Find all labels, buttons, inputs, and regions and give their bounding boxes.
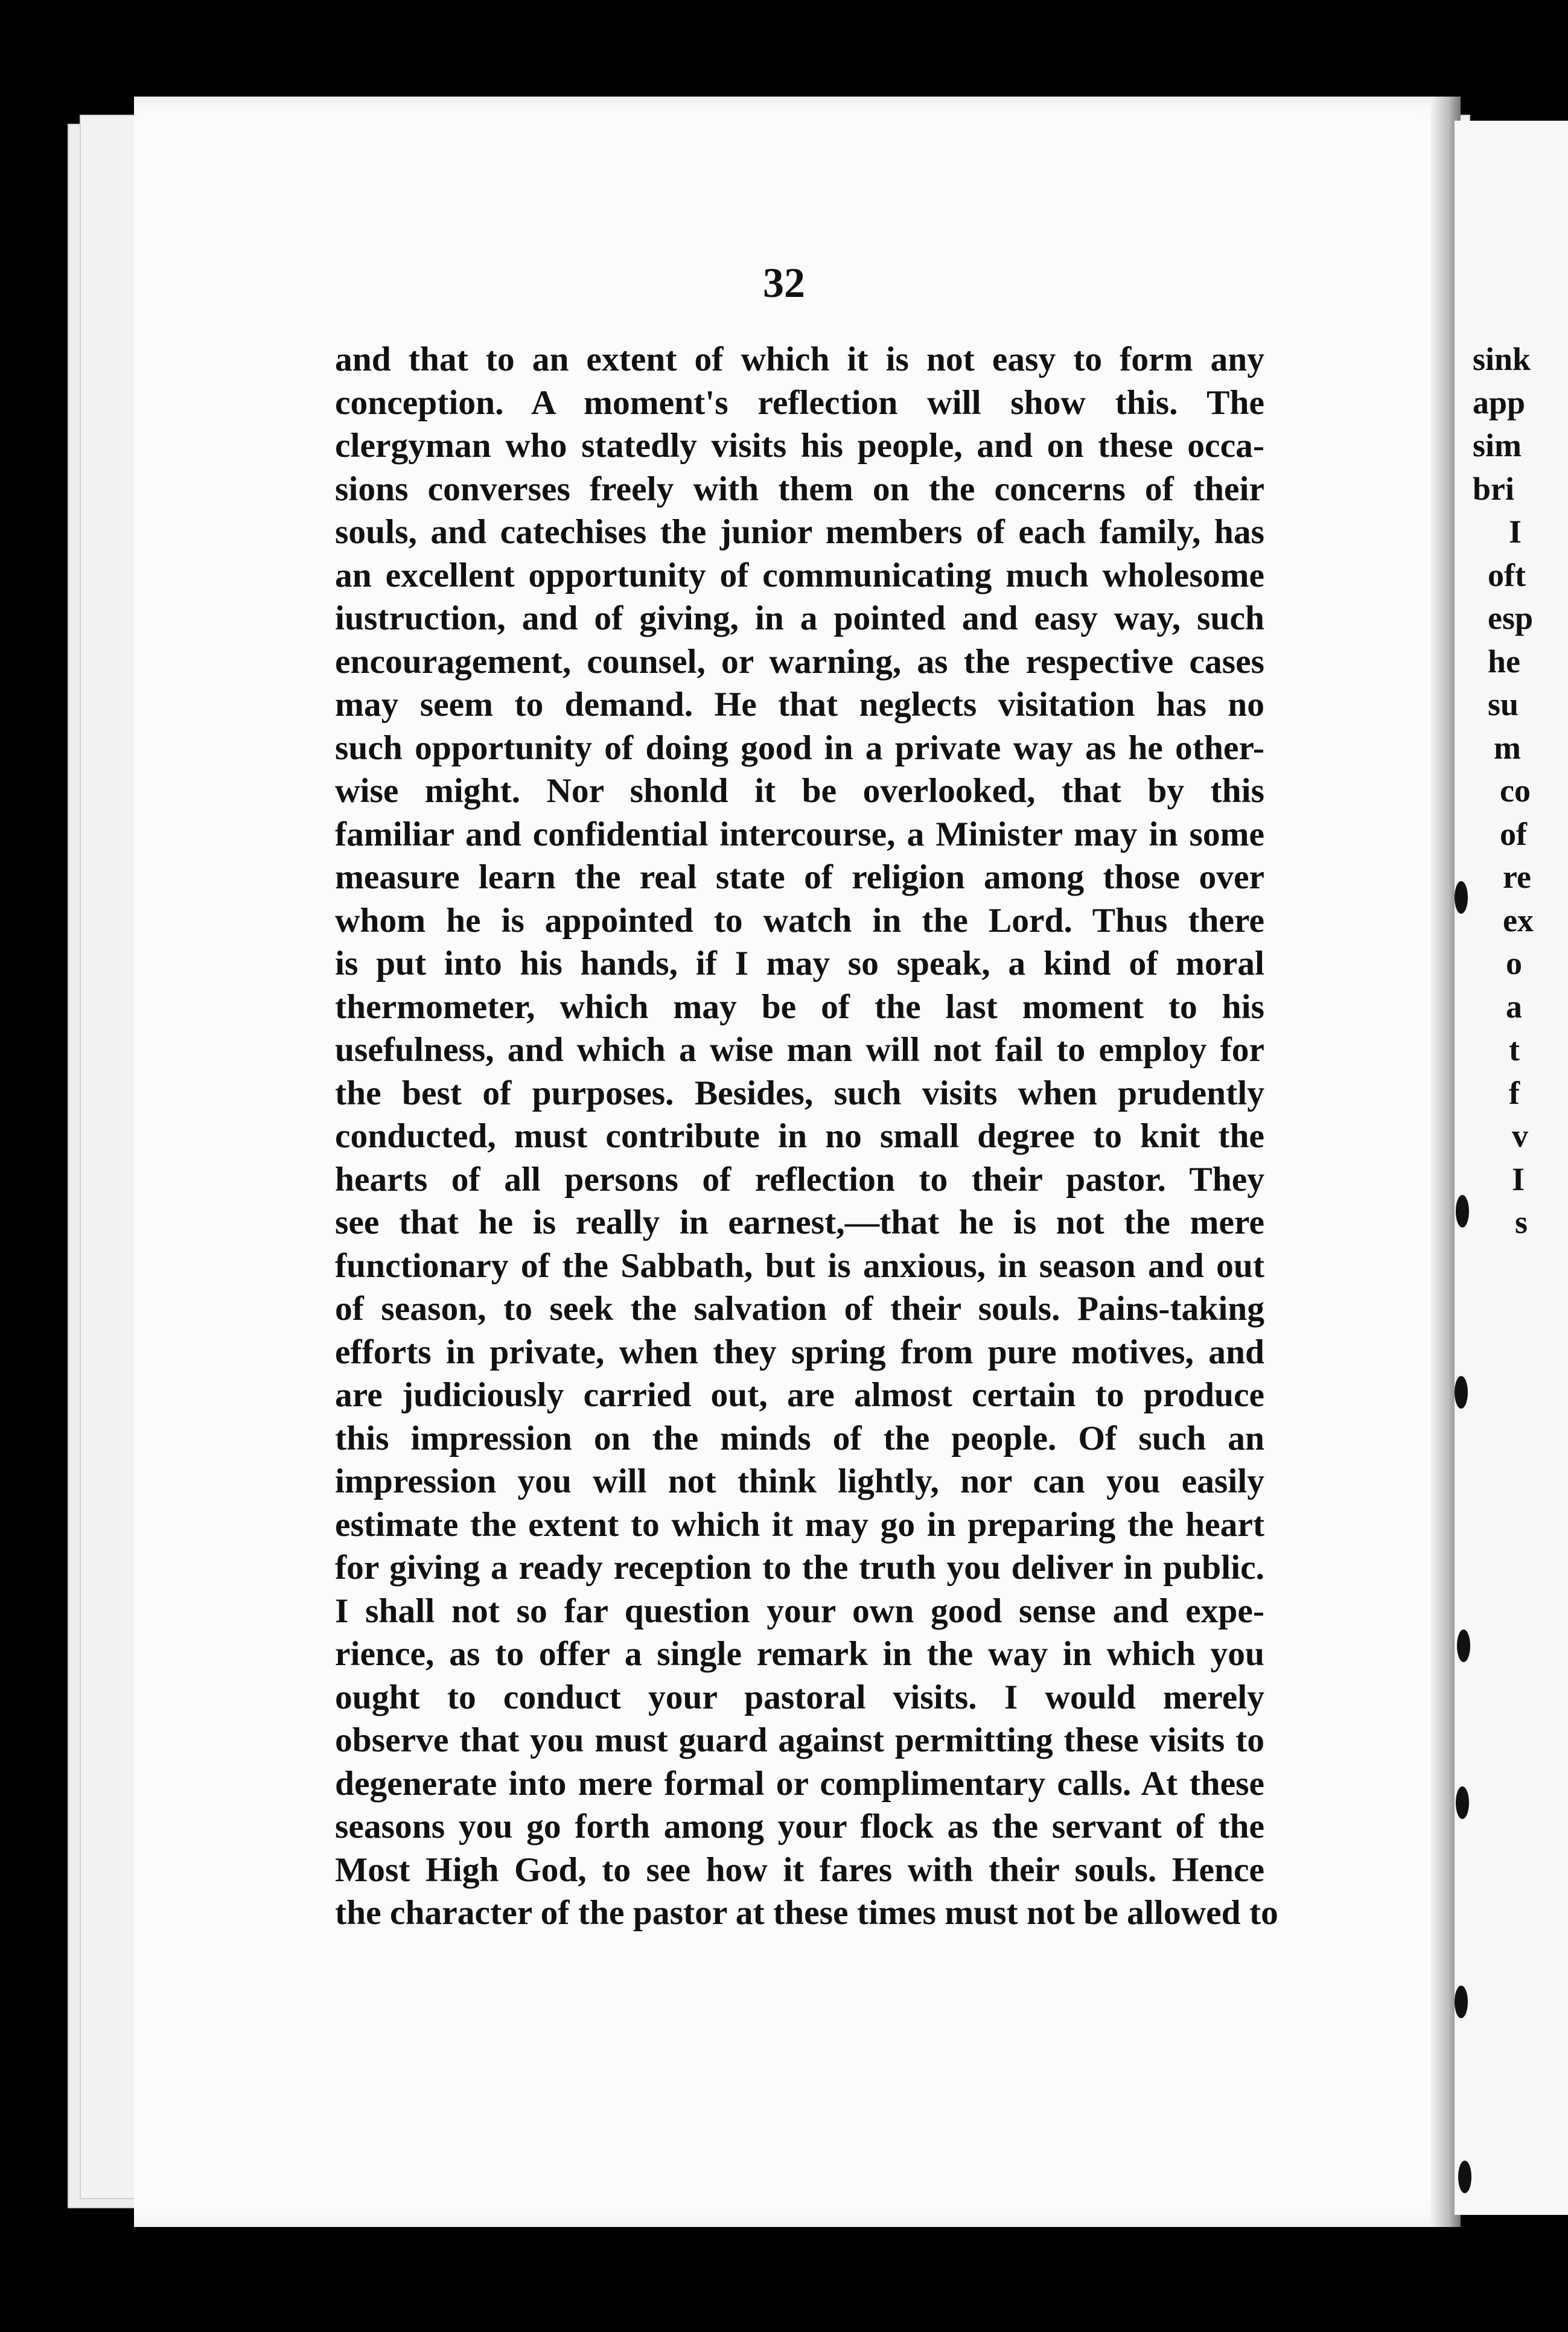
facing-fragment: I bbox=[1509, 514, 1522, 550]
facing-page bbox=[1455, 121, 1568, 2215]
facing-fragment: sink bbox=[1473, 341, 1531, 377]
binding-hole-mark bbox=[1456, 1195, 1469, 1228]
text-line: conception. A moment's reflection will show this. The bbox=[335, 383, 1264, 422]
text-line: estimate the extent to which it may go in preparing the heart bbox=[335, 1505, 1264, 1544]
page-number: 32 bbox=[763, 260, 805, 307]
text-line: familiar and confidential intercourse, a Minister may in some bbox=[335, 815, 1264, 853]
text-line: is put into his hands, if I may so speak, a kind of moral bbox=[335, 945, 1264, 983]
facing-fragment: oft bbox=[1488, 556, 1526, 593]
facing-page-text bbox=[1473, 338, 1568, 1244]
text-line: the character of the pastor at these times must not be allowed to bbox=[335, 1894, 1278, 1932]
text-line: efforts in private, when they spring from pure motives, and bbox=[335, 1333, 1264, 1371]
text-line: conducted, must contribute in no small degree to knit the bbox=[335, 1117, 1264, 1155]
text-line: the best of purposes. Besides, such visits when prudently bbox=[335, 1074, 1264, 1112]
text-line: whom he is appointed to watch in the Lord. Thus there bbox=[335, 901, 1264, 940]
binding-hole-mark bbox=[1455, 881, 1468, 914]
text-line: functionary of the Sabbath, but is anxious, in season and out bbox=[335, 1246, 1264, 1285]
text-line: and that to an extent of which it is not easy to form any bbox=[335, 340, 1264, 378]
facing-fragment: a bbox=[1506, 988, 1522, 1025]
text-line: an excellent opportunity of communicating much wholesome bbox=[335, 556, 1264, 594]
facing-fragment: sim bbox=[1473, 427, 1522, 464]
binding-hole-mark bbox=[1455, 1376, 1468, 1409]
text-line: impression you will not think lightly, nor can you easily bbox=[335, 1462, 1264, 1500]
text-line: thermometer, which may be of the last moment to his bbox=[335, 987, 1264, 1026]
facing-fragment: ex bbox=[1503, 902, 1534, 938]
facing-fragment: su bbox=[1488, 686, 1519, 722]
text-line: may seem to demand. He that neglects visitation has no bbox=[335, 686, 1264, 724]
text-line: such opportunity of doing good in a private way as he other- bbox=[335, 728, 1264, 767]
text-line: are judiciously carried out, are almost certain to produce bbox=[335, 1376, 1264, 1414]
facing-fragment: app bbox=[1473, 384, 1526, 421]
text-line: ought to conduct your pastoral visits. I would merely bbox=[335, 1678, 1264, 1716]
facing-fragment: re bbox=[1503, 859, 1531, 895]
text-line: Most High God, to see how it fares with their souls. Hence bbox=[335, 1850, 1264, 1889]
text-line: degenerate into mere formal or complimentary calls. At these bbox=[335, 1764, 1264, 1803]
binding-hole-mark bbox=[1455, 1986, 1468, 2018]
text-line: wise might. Nor shonld it be overlooked, that by this bbox=[335, 772, 1264, 810]
binding-hole-mark bbox=[1457, 1630, 1470, 1662]
text-line: measure learn the real state of religion among those over bbox=[335, 858, 1264, 896]
facing-fragment: esp bbox=[1488, 600, 1534, 636]
text-line: sions converses freely with them on the concerns of their bbox=[335, 470, 1264, 508]
facing-fragment: bri bbox=[1473, 470, 1515, 507]
facing-fragment: he bbox=[1488, 643, 1520, 680]
body-text bbox=[335, 338, 1278, 1935]
text-line: souls, and catechises the junior members of each family, has bbox=[335, 513, 1264, 551]
text-line: rience, as to offer a single remark in the way in which you bbox=[335, 1635, 1264, 1673]
text-line: see that he is really in earnest,—that he is not the mere bbox=[335, 1203, 1264, 1241]
text-line: observe that you must guard against permitting these visits to bbox=[335, 1721, 1264, 1759]
text-line: usefulness, and which a wise man will not fail to employ for bbox=[335, 1031, 1264, 1069]
facing-fragment: t bbox=[1509, 1031, 1520, 1068]
facing-fragment: s bbox=[1515, 1204, 1528, 1240]
text-line: iustruction, and of giving, in a pointed and easy way, such bbox=[335, 599, 1264, 637]
text-line: hearts of all persons of reflection to their pastor. They bbox=[335, 1160, 1264, 1199]
facing-fragment: o bbox=[1506, 945, 1522, 981]
text-line: seasons you go forth among your flock as the servant of the bbox=[335, 1808, 1264, 1846]
text-line: encouragement, counsel, or warning, as the respective cases bbox=[335, 642, 1264, 681]
facing-fragment: I bbox=[1512, 1161, 1525, 1197]
facing-fragment: co bbox=[1500, 773, 1531, 809]
facing-fragment: v bbox=[1512, 1118, 1528, 1154]
text-line: for giving a ready reception to the truth you deliver in public. bbox=[335, 1549, 1264, 1587]
text-line: I shall not so far question your own good sense and expe- bbox=[335, 1591, 1264, 1630]
text-line: of season, to seek the salvation of their souls. Pains-taking bbox=[335, 1290, 1264, 1328]
facing-fragment: of bbox=[1500, 815, 1527, 852]
text-line: clergyman who statedly visits his people, and on these occa- bbox=[335, 427, 1264, 465]
binding-hole-mark bbox=[1456, 1786, 1469, 1819]
binding-hole-mark bbox=[1458, 2161, 1471, 2193]
facing-fragment: f bbox=[1509, 1074, 1520, 1111]
facing-fragment: m bbox=[1494, 729, 1521, 766]
text-line: this impression on the minds of the people. Of such an bbox=[335, 1419, 1264, 1458]
